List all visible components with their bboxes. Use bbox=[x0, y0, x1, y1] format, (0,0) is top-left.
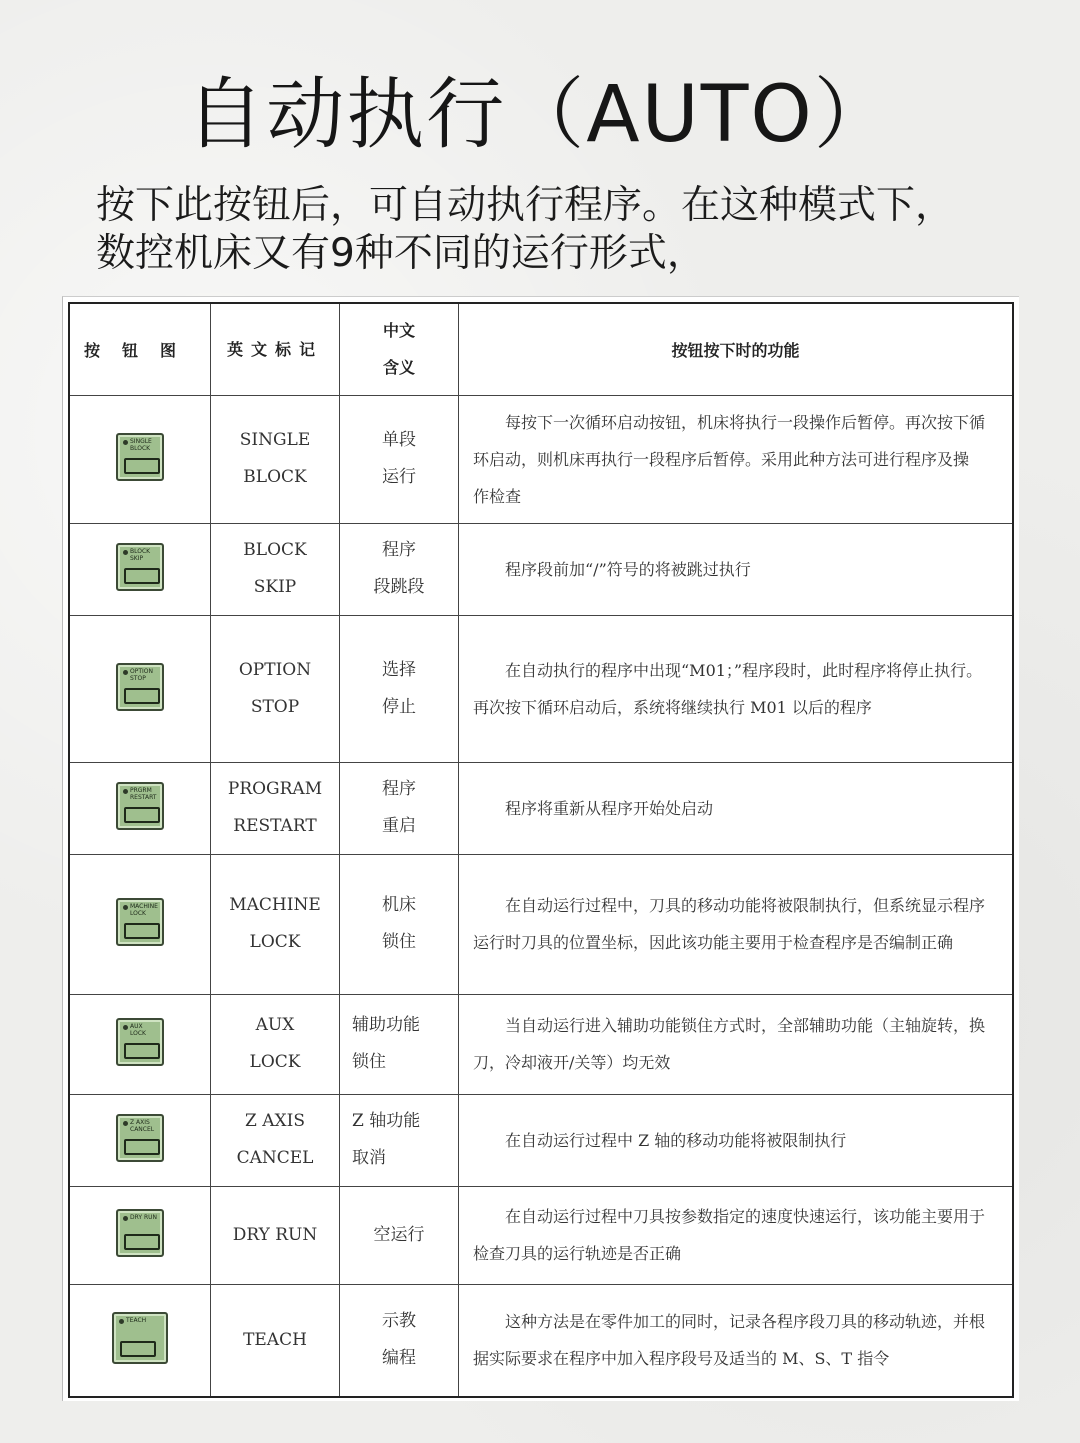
icon-label: MACHINE LOCK bbox=[130, 903, 158, 917]
chinese-line-2: 停止 bbox=[382, 696, 416, 717]
icon-cell bbox=[69, 1186, 211, 1284]
chinese-line-1: 辅助功能 bbox=[352, 1015, 420, 1035]
description-line: 程序将重新从程序开始处启动 bbox=[505, 798, 714, 818]
description-line: 在自动运行过程中 Z 轴的移动功能将被限制执行 bbox=[505, 1130, 847, 1150]
english-line-1: Z AXIS bbox=[245, 1111, 305, 1131]
table-row bbox=[69, 762, 1013, 854]
description-cell bbox=[459, 994, 1014, 1094]
description-line: 运行时刀具的位置坐标，因此该功能主要用于检查程序是否编制正确 bbox=[473, 933, 954, 952]
chinese-line-2: 锁住 bbox=[352, 1052, 386, 1072]
description-line: 据实际要求在程序中加入程序段号及适当的 M、S、T 指令 bbox=[473, 1349, 890, 1369]
english-cell bbox=[211, 523, 340, 615]
icon-cell bbox=[69, 994, 211, 1094]
chinese-cell bbox=[340, 615, 459, 762]
chinese-line-1: 单段 bbox=[382, 430, 416, 450]
table-header-row bbox=[69, 303, 1013, 395]
icon-label: SINGLE BLOCK bbox=[130, 438, 152, 452]
header-english: 英文标记 bbox=[211, 303, 340, 395]
english-cell bbox=[211, 994, 340, 1094]
chinese-line-2: 运行 bbox=[382, 467, 416, 487]
english-line-2: LOCK bbox=[249, 1052, 301, 1072]
icon-label: TEACH bbox=[126, 1317, 147, 1325]
header-chinese-line-1: 中文 bbox=[382, 321, 415, 341]
table-row bbox=[69, 615, 1013, 762]
description-line: 作检查 bbox=[473, 486, 522, 506]
icon-label: AUX LOCK bbox=[130, 1023, 146, 1037]
chinese-line-1: 示教 bbox=[382, 1311, 416, 1332]
english-line-1: TEACH bbox=[243, 1329, 307, 1350]
chinese-cell bbox=[340, 1094, 459, 1186]
icon-label: DRY RUN bbox=[130, 1214, 158, 1221]
icon-label: Z AXIS CANCEL bbox=[130, 1119, 155, 1133]
description-cell bbox=[459, 395, 1014, 523]
english-line-2: LOCK bbox=[249, 932, 301, 952]
table-row bbox=[69, 395, 1013, 523]
block-skip-icon bbox=[116, 543, 164, 591]
description-line: 刀，冷却液开/关等）均无效 bbox=[473, 1053, 671, 1072]
table-row bbox=[69, 994, 1013, 1094]
english-line-2: RESTART bbox=[233, 816, 317, 836]
english-line-1: BLOCK bbox=[243, 540, 307, 560]
chinese-cell bbox=[340, 1186, 459, 1284]
chinese-cell bbox=[340, 395, 459, 523]
machine-lock-icon bbox=[116, 898, 164, 946]
description-cell bbox=[459, 523, 1014, 615]
description-line: 这种方法是在零件加工的同时，记录各程序段刀具的移动轨迹，并根 bbox=[505, 1312, 986, 1332]
english-cell bbox=[211, 762, 340, 854]
table-row bbox=[69, 1186, 1013, 1284]
chinese-cell bbox=[340, 762, 459, 854]
description-line: 当自动运行进入辅助功能锁住方式时，全部辅助功能（主轴旋转，换 bbox=[505, 1016, 986, 1035]
table-row bbox=[69, 523, 1013, 615]
table-row bbox=[69, 1094, 1013, 1186]
intro-text bbox=[96, 182, 1026, 278]
icon-cell bbox=[69, 1284, 211, 1397]
english-line-2: STOP bbox=[250, 696, 300, 717]
description-cell bbox=[459, 1094, 1014, 1186]
table-row bbox=[69, 854, 1013, 994]
english-line-1: MACHINE bbox=[229, 895, 321, 915]
chinese-line-1: 机床 bbox=[382, 895, 416, 915]
english-cell bbox=[211, 1186, 340, 1284]
english-line-1: SINGLE bbox=[239, 430, 311, 450]
english-line-1: DRY RUN bbox=[232, 1224, 318, 1245]
description-line: 在自动运行过程中刀具按参数指定的速度快速运行，该功能主要用于 bbox=[505, 1207, 986, 1226]
z-axis-cancel-icon bbox=[116, 1114, 164, 1162]
english-cell bbox=[211, 1094, 340, 1186]
chinese-line-1: 空运行 bbox=[373, 1224, 425, 1245]
icon-cell bbox=[69, 1094, 211, 1186]
description-line: 每按下一次循环启动按钮，机床将执行一段操作后暂停。再次按下循 bbox=[505, 412, 986, 432]
auto-mode-table bbox=[68, 302, 1014, 1398]
chinese-line-1: Z 轴功能 bbox=[352, 1111, 421, 1131]
option-stop-icon bbox=[116, 663, 164, 711]
chinese-line-2: 取消 bbox=[352, 1148, 386, 1168]
english-line-1: OPTION bbox=[238, 659, 312, 680]
english-cell bbox=[211, 1284, 340, 1397]
description-cell bbox=[459, 1186, 1014, 1284]
chinese-cell bbox=[340, 523, 459, 615]
header-icon: 按钮图 bbox=[69, 303, 211, 395]
icon-label: PRGRM RESTART bbox=[130, 787, 157, 801]
chinese-line-2: 锁住 bbox=[382, 932, 416, 952]
english-cell bbox=[211, 395, 340, 523]
chinese-line-1: 程序 bbox=[382, 779, 416, 799]
chinese-line-1: 程序 bbox=[382, 540, 416, 560]
description-line: 检查刀具的运行轨迹是否正确 bbox=[473, 1244, 682, 1263]
english-cell bbox=[211, 615, 340, 762]
chinese-line-1: 选择 bbox=[382, 659, 416, 680]
chinese-line-2: 重启 bbox=[382, 816, 416, 836]
description-line: 在自动执行的程序中出现“M01；”程序段时，此时程序将停止执行。 bbox=[505, 660, 983, 680]
table-row bbox=[69, 1284, 1013, 1397]
description-line: 再次按下循环启动后，系统将继续执行 M01 以后的程序 bbox=[473, 697, 872, 717]
description-line: 程序段前加“/”符号的将被跳过执行 bbox=[505, 559, 751, 579]
description-cell bbox=[459, 615, 1014, 762]
page-title: 自动执行（AUTO） bbox=[186, 70, 894, 160]
icon-cell bbox=[69, 762, 211, 854]
program-restart-icon bbox=[116, 782, 164, 830]
description-cell bbox=[459, 1284, 1014, 1397]
chinese-line-2: 编程 bbox=[382, 1348, 416, 1369]
description-cell bbox=[459, 854, 1014, 994]
icon-cell bbox=[69, 854, 211, 994]
english-line-1: AUX bbox=[255, 1015, 295, 1035]
description-cell bbox=[459, 762, 1014, 854]
single-block-icon bbox=[116, 433, 164, 481]
description-line: 环启动，则机床再执行一段程序后暂停。采用此种方法可进行程序及操 bbox=[473, 449, 970, 469]
description-line: 在自动运行过程中，刀具的移动功能将被限制执行，但系统显示程序 bbox=[505, 896, 986, 915]
icon-label: BLOCK SKIP bbox=[130, 548, 151, 562]
chinese-line-2: 段跳段 bbox=[373, 577, 425, 597]
icon-cell bbox=[69, 615, 211, 762]
icon-cell bbox=[69, 395, 211, 523]
english-line-1: PROGRAM bbox=[227, 779, 323, 799]
dry-run-icon bbox=[116, 1209, 164, 1257]
teach-icon bbox=[112, 1312, 168, 1364]
english-cell bbox=[211, 854, 340, 994]
header-chinese bbox=[340, 303, 459, 395]
header-chinese-line-2: 含义 bbox=[382, 358, 415, 378]
chinese-cell bbox=[340, 994, 459, 1094]
english-line-2: CANCEL bbox=[236, 1148, 314, 1168]
chinese-cell bbox=[340, 1284, 459, 1397]
intro-line-2: 数控机床又有9种不同的运行形式， bbox=[96, 231, 706, 276]
english-line-2: SKIP bbox=[253, 577, 297, 597]
english-line-2: BLOCK bbox=[243, 467, 307, 487]
header-function: 按钮按下时的功能 bbox=[459, 303, 1014, 395]
chinese-cell bbox=[340, 854, 459, 994]
intro-line-1: 按下此按钮后，可自动执行程序。在这种模式下， bbox=[96, 183, 955, 228]
aux-lock-icon bbox=[116, 1018, 164, 1066]
icon-label: OPTION STOP bbox=[130, 667, 153, 682]
icon-cell bbox=[69, 523, 211, 615]
